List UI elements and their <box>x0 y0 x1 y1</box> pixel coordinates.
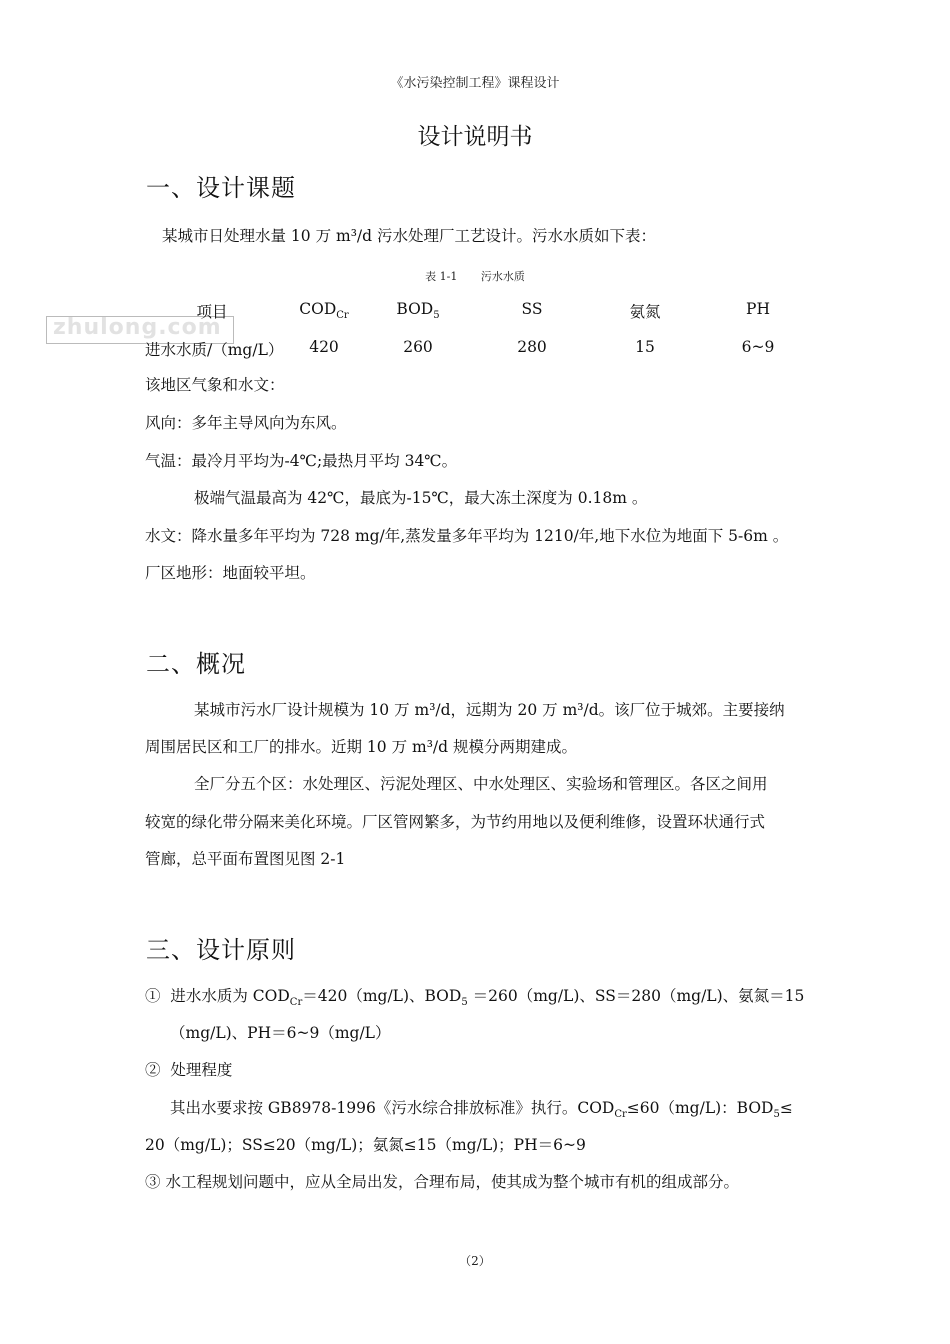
terrain-line: 厂区地形：地面较平坦。 <box>145 564 316 582</box>
principle-item-1: ① 进水水质为 $COD_{Cr}=420(mg/L)$、$BOD_5 =260(mg/L)$、SS＝280（mg/L)、氨氮＝15 <box>145 987 805 1008</box>
extreme-temp-line: 极端气温最高为 42℃，最底为-15℃，最大冻土深度为 0.18m 。 <box>194 489 648 507</box>
table-header-ss: SS <box>521 300 543 318</box>
table-cell-bod: 260 <box>403 338 433 356</box>
table-header-cod: $COD_{Cr}$ <box>299 300 349 321</box>
s1-intro: 某城市日处理水量 10 万 m³/d 污水处理厂工艺设计。污水水质如下表： <box>162 227 656 245</box>
hydrology-line: 水文：降水量多年平均为 728 mg/年,蒸发量多年平均为 1210/年,地下水位为地面下 5-6m 。 <box>145 527 789 545</box>
s2-p2-line1: 全厂分五个区：水处理区、污泥处理区、中水处理区、实验场和管理区。各区之间用 <box>194 775 768 793</box>
table-header-ammonia: 氨氮 <box>629 303 661 321</box>
s2-p2-line2: 较宽的绿化带分隔来美化环境。厂区管网繁多，为节约用地以及便利维修，设置环状通行式 <box>145 813 766 831</box>
watermark-text: zhulong.com <box>53 315 222 340</box>
principle-item-2-line2: 20（mg/L)；SS≤20（mg/L)；氨氮≤15（mg/L)；PH＝6~9 <box>145 1136 586 1154</box>
table-header-bod: $BOD_5$ <box>396 300 440 321</box>
item-3-marker: ③ <box>145 1173 161 1191</box>
s2-p1-line2: 周围居民区和工厂的排水。近期 10 万 m³/d 规模分两期建成。 <box>145 738 577 756</box>
section-heading-1: 一、设计课题 <box>146 174 296 202</box>
document-title: 设计说明书 <box>417 124 533 150</box>
page-header: 《水污染控制工程》课程设计 <box>390 76 560 91</box>
table-header-ph: PH <box>746 300 770 318</box>
principle-item-2-para: 其出水要求按 GB8978-1996《污水综合排放标准》执行。$COD_{Cr}\le 60(mg/L)$：$BOD_5\le$ <box>170 1099 793 1120</box>
table-cell-cod: 420 <box>309 338 339 356</box>
table-cell-ph: 6~9 <box>741 338 775 356</box>
wind-line: 风向：多年主导风向为东风。 <box>145 414 347 432</box>
table-caption-number: 表 1-1 <box>425 270 458 283</box>
section-heading-3: 三、设计原则 <box>146 936 296 964</box>
table-caption-title: 污水水质 <box>480 270 525 283</box>
page-number: （2） <box>459 1254 491 1268</box>
item-1-marker: ① <box>145 987 161 1005</box>
s2-p2-line3: 管廊，总平面布置图见图 2-1 <box>145 850 346 868</box>
s2-p1-line1: 某城市污水厂设计规模为 10 万 m³/d，远期为 20 万 m³/d。该厂位于城郊。主要接纳 <box>194 701 785 719</box>
principle-item-3: ③ 水工程规划问题中，应从全局出发，合理布局，使其成为整个城市有机的组成部分。 <box>145 1173 739 1191</box>
item-2-marker: ② <box>145 1061 161 1079</box>
table-caption <box>0 268 950 284</box>
table-row-label: 进水水质/（mg/L） <box>145 341 284 359</box>
principle-item-2: ② 处理程度 <box>145 1061 233 1079</box>
principle-item-1-line2: （mg/L)、PH＝6~9（mg/L） <box>170 1024 391 1042</box>
section-heading-2: 二、概况 <box>146 650 246 678</box>
temperature-line: 气温：最冷月平均为-4℃;最热月平均 34℃。 <box>145 452 458 470</box>
table-header-item: 项目 <box>196 303 228 321</box>
table-cell-ss: 280 <box>517 338 547 356</box>
table-cell-ammonia: 15 <box>635 338 655 356</box>
climate-title: 该地区气象和水文： <box>145 376 285 394</box>
